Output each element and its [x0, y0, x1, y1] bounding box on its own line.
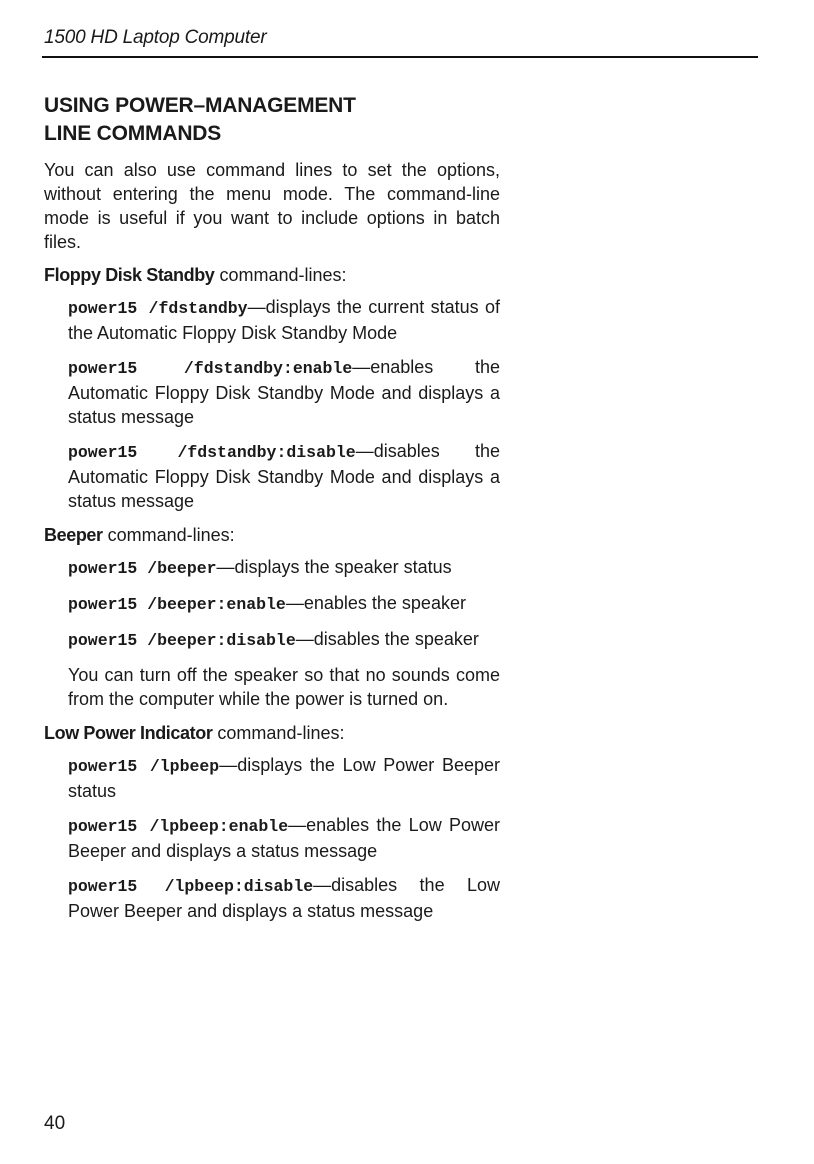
- command-text: power15 /beeper:disable: [68, 631, 296, 650]
- running-header: 1500 HD Laptop Computer: [44, 27, 267, 48]
- command-text: power15 /beeper:enable: [68, 595, 286, 614]
- section-heading-line-1: USING POWER–MANAGEMENT: [44, 94, 356, 117]
- command-text: power15 /fdstandby:disable: [68, 443, 356, 462]
- command-entry: [68, 295, 500, 345]
- command-description: —disables the Automatic Floppy Disk Standby Mode and displays a status message: [68, 441, 500, 511]
- section-heading-line-2: LINE COMMANDS: [44, 122, 222, 145]
- beeper-note: You can turn off the speaker so that no sounds come from the computer while the power is turned on.: [68, 665, 500, 709]
- group-title-bold: Beeper: [44, 525, 103, 545]
- group-title: [44, 523, 500, 547]
- command-group-floppy: [44, 263, 500, 513]
- group-title-suffix: command-lines:: [214, 265, 347, 285]
- group-title: [44, 263, 500, 287]
- command-text: power15 /lpbeep:disable: [68, 877, 314, 896]
- command-group-low-power: [44, 721, 500, 923]
- group-title-bold: Low Power Indicator: [44, 723, 213, 743]
- command-description: —displays the Low Power Beeper status: [68, 755, 501, 801]
- command-text: power15 /lpbeep: [68, 757, 220, 776]
- page-body: [44, 158, 500, 933]
- group-title-bold: Floppy Disk Standby: [44, 265, 215, 285]
- group-title-suffix: command-lines:: [102, 525, 235, 545]
- command-entry: [68, 355, 500, 429]
- command-text: power15 /beeper: [68, 559, 217, 578]
- command-entry: [68, 439, 500, 513]
- intro-paragraph: You can also use command lines to set the options, without entering the menu mode. The command-line mode is useful if you want to include options in batch files.: [44, 160, 500, 252]
- header-rule: [42, 56, 758, 58]
- command-description: —enables the Automatic Floppy Disk Standby Mode and displays a status message: [68, 357, 500, 427]
- command-text: power15 /lpbeep:enable: [68, 817, 289, 836]
- command-description: —enables the speaker: [285, 593, 466, 613]
- command-description: —disables the Low Power Beeper and displays a status message: [68, 875, 500, 921]
- command-description: —disables the speaker: [295, 629, 479, 649]
- command-group-beeper: [44, 523, 500, 711]
- page-number: 40: [44, 1113, 66, 1134]
- command-entry: [68, 813, 500, 863]
- command-text: power15 /fdstandby: [68, 299, 248, 318]
- group-title: [44, 721, 500, 745]
- command-entry: [68, 753, 500, 803]
- command-entry: [68, 627, 500, 653]
- command-description: —displays the current status of the Automatic Floppy Disk Standby Mode: [68, 297, 500, 343]
- command-description: —displays the speaker status: [216, 557, 452, 577]
- command-description: —enables the Low Power Beeper and displays a status message: [68, 815, 500, 861]
- group-title-suffix: command-lines:: [212, 723, 345, 743]
- section-heading: [44, 92, 564, 148]
- command-entry: [68, 555, 500, 581]
- command-entry: [68, 591, 500, 617]
- command-text: power15 /fdstandby:enable: [68, 359, 353, 378]
- command-entry: [68, 873, 500, 923]
